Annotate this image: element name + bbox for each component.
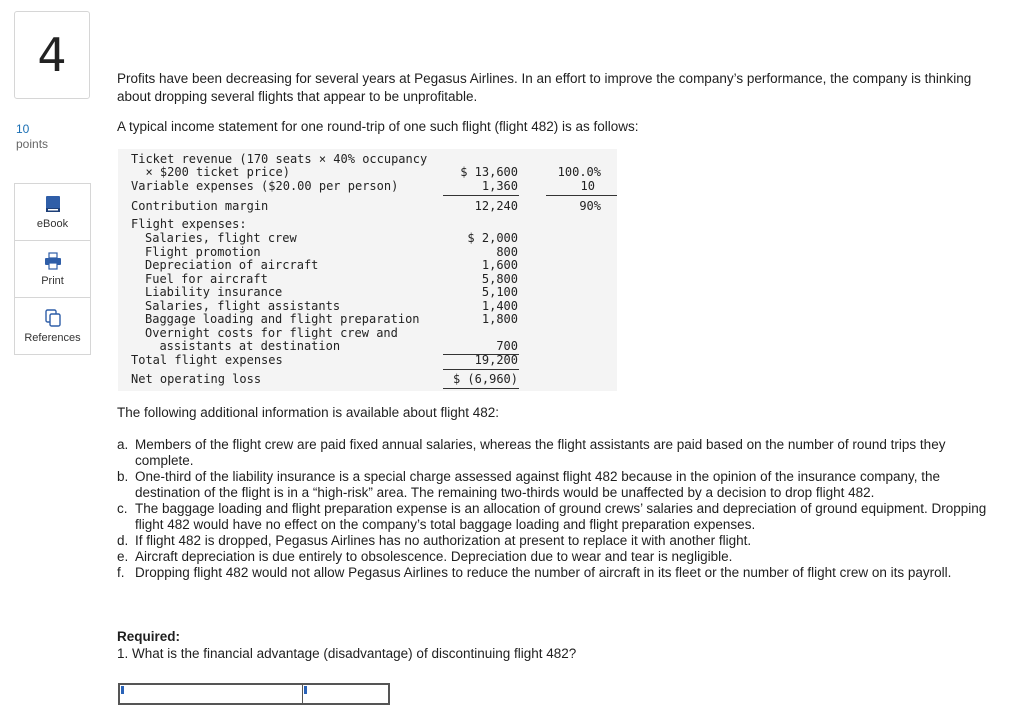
revenue-label-line1: Ticket revenue (170 seats × 40% occupancy: [131, 152, 428, 166]
list-item: [117, 501, 987, 533]
answer-label-input[interactable]: [120, 685, 302, 703]
answer-amount-cell[interactable]: [303, 685, 388, 703]
additional-info-list: [117, 437, 987, 581]
list-item-letter: e.: [117, 549, 129, 564]
percent-subtotal-rule: [546, 195, 617, 196]
list-item-text: Aircraft depreciation is due entirely to obsolescence. Depreciation due to wear and tear is negligible.: [135, 549, 733, 564]
list-item-text: If flight 482 is dropped, Pegasus Airlines has no authorization at present to replace it with another flight.: [135, 533, 752, 548]
expense-label: Overnight costs for flight crew and: [145, 325, 398, 340]
revenue-label-line2: × $200 ticket price): [131, 165, 290, 179]
list-item-text: One-third of the liability insurance is a special charge assessed against flight 482 because in the opinion of the insurance company, the destination of the flight is in a “high-risk” area. The remaining two-thirds would be unaffected by a decision to drop flight 482.: [135, 469, 940, 500]
book-icon: [44, 195, 62, 213]
variable-expenses-percent: 10: [580, 179, 595, 193]
answer-table: [118, 683, 390, 705]
list-item-letter: c.: [117, 501, 128, 516]
net-operating-loss-amount: $ (6,960): [452, 372, 518, 386]
points-label: points: [16, 137, 49, 151]
list-item: [117, 549, 987, 565]
total-flight-expenses-label: Total flight expenses: [131, 353, 283, 367]
required-heading: Required:: [117, 629, 181, 644]
intro-paragraph: Profits have been decreasing for several years at Pegasus Airlines. In an effort to improve the company’s performance, the company is thinking about dropping several flights that appear to be unprofitable.: [117, 71, 972, 104]
contribution-margin-label: Contribution margin: [131, 199, 269, 213]
flight-expenses-header: Flight expenses:: [131, 217, 247, 231]
list-item-text: Members of the flight crew are paid fixed annual salaries, whereas the flight assistants are paid based on the number of round trips they complete.: [135, 437, 946, 468]
references-icon: [44, 309, 62, 327]
total-double-rule: [443, 388, 519, 389]
expense-amount: 1,600: [481, 258, 518, 272]
contribution-margin-percent: 90%: [579, 199, 601, 213]
expense-label: Liability insurance: [145, 285, 283, 299]
revenue-percent: 100.0%: [557, 165, 601, 179]
list-item-letter: a.: [117, 437, 129, 452]
list-item: [117, 565, 987, 581]
points-value: 10: [16, 122, 30, 136]
expense-label: Fuel for aircraft: [145, 271, 268, 286]
income-statement: [118, 149, 617, 391]
ebook-label: eBook: [36, 217, 69, 230]
expense-amount: 800: [496, 244, 518, 259]
cell-marker-icon: [304, 686, 307, 694]
list-item: [117, 533, 987, 549]
expense-amount: $ 2,000: [467, 231, 518, 245]
cell-marker-icon: [121, 686, 124, 694]
question-intro: [117, 70, 997, 136]
expense-amount: 1,800: [481, 312, 518, 326]
subtotal-rule: [443, 369, 519, 370]
total-flight-expenses-amount: 19,200: [474, 353, 518, 367]
print-button[interactable]: [15, 241, 90, 298]
expense-label: Depreciation of aircraft: [145, 258, 319, 272]
ebook-button[interactable]: [15, 184, 90, 241]
list-item: [117, 437, 987, 469]
answer-amount-input[interactable]: [303, 685, 388, 703]
expense-label: Salaries, flight crew: [145, 231, 297, 245]
list-item: [117, 469, 987, 501]
additional-info-heading: The following additional information is available about flight 482:: [117, 405, 499, 420]
question-number: 4: [14, 11, 90, 99]
references-button[interactable]: [15, 298, 90, 354]
answer-label-cell[interactable]: [120, 685, 303, 703]
list-item-letter: b.: [117, 469, 129, 484]
required-question: 1. What is the financial advantage (disadvantage) of discontinuing flight 482?: [117, 646, 577, 661]
list-item-text: The baggage loading and flight preparation expense is an allocation of ground crews’ salaries and depreciation of ground equipment. Dropping flight 482 would have no effect on the company’s total baggage loading and flight preparation expenses.: [135, 501, 987, 532]
revenue-amount: $ 13,600: [460, 165, 518, 179]
variable-expenses-amount: 1,360: [481, 179, 518, 193]
intro-statement-lead: A typical income statement for one round-trip of one such flight (flight 482) is as follows:: [117, 119, 639, 134]
expense-label: Salaries, flight assistants: [145, 298, 341, 313]
printer-icon: [44, 252, 62, 270]
expense-label: Baggage loading and flight preparation: [145, 312, 420, 326]
expense-label: Flight promotion: [145, 244, 261, 259]
expense-label: assistants at destination: [145, 339, 341, 353]
list-item-letter: f.: [117, 565, 125, 580]
print-label: Print: [41, 274, 64, 287]
contribution-margin-amount: 12,240: [474, 199, 518, 213]
required-section: [117, 628, 576, 662]
expense-amount: 5,100: [481, 285, 518, 299]
tool-panel: [14, 183, 91, 355]
expense-amount: 1,400: [481, 298, 518, 313]
variable-expenses-label: Variable expenses ($20.00 per person): [131, 179, 399, 193]
list-item-letter: d.: [117, 533, 129, 548]
list-item-text: Dropping flight 482 would not allow Pegasus Airlines to reduce the number of aircraft in its fleet or the number of flight crew on its payroll.: [135, 565, 952, 580]
references-label: References: [24, 331, 81, 344]
expense-amount: 700: [496, 339, 518, 353]
points-indicator: [16, 122, 48, 152]
expense-amount: 5,800: [481, 271, 518, 286]
net-operating-loss-label: Net operating loss: [131, 372, 262, 386]
subtotal-rule: [443, 195, 519, 196]
